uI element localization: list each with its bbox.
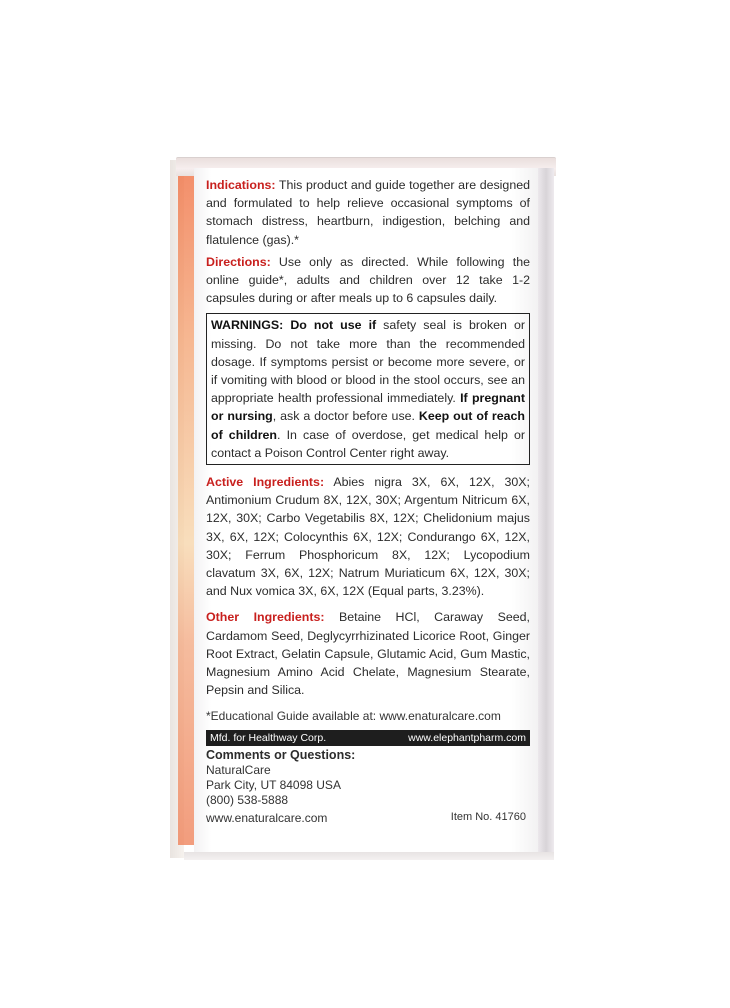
box-bottom-edge	[184, 852, 554, 860]
warnings-text-1: safety seal is broken or missing. Do not take more than the recommended dosage. If symptoms persist or become more severe, or if vomiting with blood or blood in the stool occurs, see an appropriate health professional immediately.	[211, 318, 525, 406]
company-phone: (800) 538-5888	[206, 792, 289, 807]
warnings-do-not-use: Do not use if	[283, 318, 377, 333]
warnings-keep-out: Keep out of reach of children	[211, 409, 526, 442]
comments-title: Comments or Questions:	[206, 747, 356, 762]
other-ingredients-label: Other Ingredients:	[206, 610, 325, 625]
warnings-text-3: . In case of overdose, get medical help or contact a Poison Control Center right away.	[211, 427, 525, 460]
company-address: Park City, UT 84098 USA	[206, 777, 341, 792]
directions-label: Directions:	[206, 254, 271, 269]
other-ingredients-section	[206, 608, 530, 699]
directions-text: Use only as directed. While following the online guide*, adults and children over 12 take 1-2 capsules during or after meals up to 6 capsules daily.	[206, 254, 530, 306]
item-number: Item No. 41760	[450, 810, 526, 823]
warnings-box	[206, 313, 530, 465]
active-ingredients-text: Abies nigra 3X, 6X, 12X, 30X; Antimonium Crudum 8X, 12X, 30X; Argentum Nitricum 6X, 12X, 30X; Carbo Vegetabilis 8X, 12X; Chelidonium majus 3X, 6X, 12X; Colocynthis 6X, 12X; Condurango 6X, 12X, 30X; Ferrum Phosphoricum 8X, 12X; Lycopodium clavatum 3X, 6X, 12X; Natrum Muriaticum 6X, 12X, 30X; and Nux vomica 3X, 6X, 12X (Equal parts, 3.23%).	[206, 475, 530, 599]
indications-label: Indications:	[206, 178, 276, 192]
footer-row	[206, 808, 530, 826]
warnings-text-2: , ask a doctor before use.	[272, 409, 415, 424]
box-right-edge	[538, 168, 554, 856]
active-ingredients-label: Active Ingredients:	[206, 475, 325, 490]
company-name: NaturalCare	[206, 762, 271, 777]
distributor-website: www.elephantpharm.com	[408, 731, 526, 744]
company-website: www.enaturalcare.com	[206, 810, 328, 825]
box-orange-side-stripe	[178, 175, 194, 845]
directions-section	[206, 253, 530, 308]
manufacturer-bar	[206, 730, 530, 746]
indications-section	[206, 176, 530, 249]
manufacturer-text: Mfd. for Healthway Corp.	[210, 731, 327, 744]
label-content	[206, 176, 530, 826]
active-ingredients-section	[206, 473, 530, 600]
other-ingredients-text: Betaine HCl, Caraway Seed, Cardamom Seed, Deglycyrrhizinated Licorice Root, Ginger Root Extract, Gelatin Capsule, Glutamic Acid, Gum Mastic, Magnesium Amino Acid Chelate, Magnesium Stearate, Pepsin and Silica.	[206, 610, 530, 698]
warnings-pregnant: If pregnant or nursing	[211, 391, 525, 424]
educational-guide-note: *Educational Guide available at: www.enaturalcare.com	[206, 709, 501, 724]
warnings-label: WARNINGS:	[211, 318, 284, 333]
indications-text: This product and guide together are designed and formulated to help relieve occasional symptoms of stomach distress, heartburn, indigestion, belching and flatulence (gas).*	[206, 178, 530, 247]
